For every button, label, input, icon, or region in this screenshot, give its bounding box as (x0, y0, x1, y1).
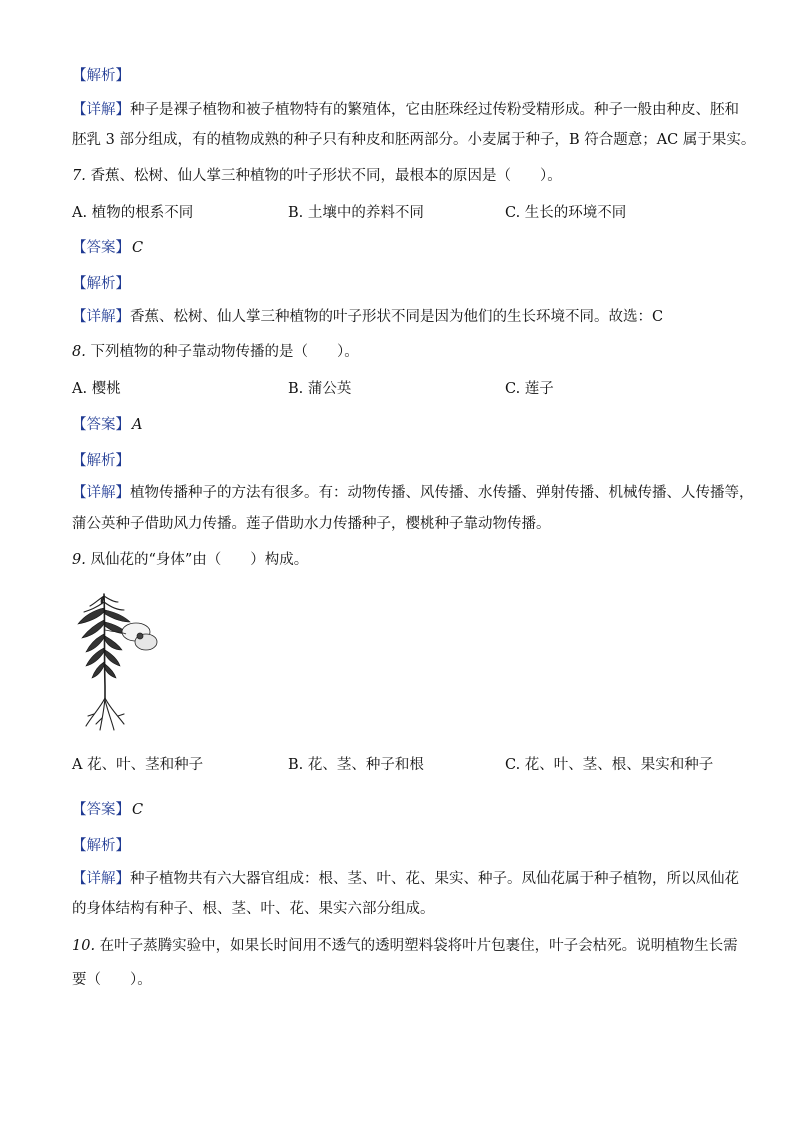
q8-option-a: A. 樱桃 (72, 381, 121, 397)
q7-option-c: C. 生长的环境不同 (505, 205, 627, 221)
q8-option-c: C. 莲子 (505, 381, 554, 397)
answer-q9: 【答案】 C (72, 802, 144, 818)
answer-q8: 【答案】 A (72, 417, 143, 433)
detail-q8-line2: 蒲公英种子借助风力传播。莲子借助水力传播种子，樱桃种子靠动物传播。 (72, 516, 551, 532)
answer-q7: 【答案】 C (72, 240, 144, 256)
analysis-label-q6: 【解析】 (72, 68, 130, 84)
detail-q6-line1: 【详解】种子是裸子植物和被子植物特有的繁殖体，它由胚珠经过传粉受精形成。种子一般由种皮、胚和 (72, 102, 739, 118)
question-10-stem-line1: 10. 在叶子蒸腾实验中，如果长时间用不透气的透明塑料袋将叶片包裹住，叶子会枯死。说明植物生长需 (72, 938, 738, 954)
q9-option-c: C. 花、叶、茎、根、果实和种子 (505, 757, 714, 773)
analysis-label-q8: 【解析】 (72, 453, 130, 469)
q9-option-a: A 花、叶、茎和种子 (72, 757, 204, 773)
analysis-label-q7: 【解析】 (72, 276, 130, 292)
q9-option-b: B. 花、茎、种子和根 (288, 757, 424, 773)
question-10-stem-line2: 要（ ）。 (72, 972, 152, 988)
question-9-stem: 9. 凤仙花的“身体”由（ ）构成。 (72, 552, 309, 568)
detail-q7: 【详解】香蕉、松树、仙人掌三种植物的叶子形状不同是因为他们的生长环境不同。故选：C (72, 309, 664, 325)
question-8-stem: 8. 下列植物的种子靠动物传播的是（ ）。 (72, 344, 359, 360)
detail-q9-line2: 的身体结构有种子、根、茎、叶、花、果实六部分组成。 (72, 901, 435, 917)
q8-option-b: B. 蒲公英 (288, 381, 352, 397)
detail-q9-line1: 【详解】种子植物共有六大器官组成：根、茎、叶、花、果实、种子。凤仙花属于种子植物，所以凤仙花 (72, 871, 739, 887)
detail-q6-line2: 胚乳 3 部分组成，有的植物成熟的种子只有种皮和胚两部分。小麦属于种子，B 符合题意；AC 属于果实。 (72, 132, 756, 148)
q7-option-a: A. 植物的根系不同 (72, 205, 194, 221)
question-7-stem: 7. 香蕉、松树、仙人掌三种植物的叶子形状不同，最根本的原因是（ ）。 (72, 168, 562, 184)
detail-q8-line1: 【详解】植物传播种子的方法有很多。有：动物传播、风传播、水传播、弹射传播、机械传播、人传播等， (72, 485, 754, 501)
analysis-label-q9: 【解析】 (72, 838, 130, 854)
q7-option-b: B. 土壤中的养料不同 (288, 205, 424, 221)
balsam-plant-illustration (74, 590, 162, 732)
